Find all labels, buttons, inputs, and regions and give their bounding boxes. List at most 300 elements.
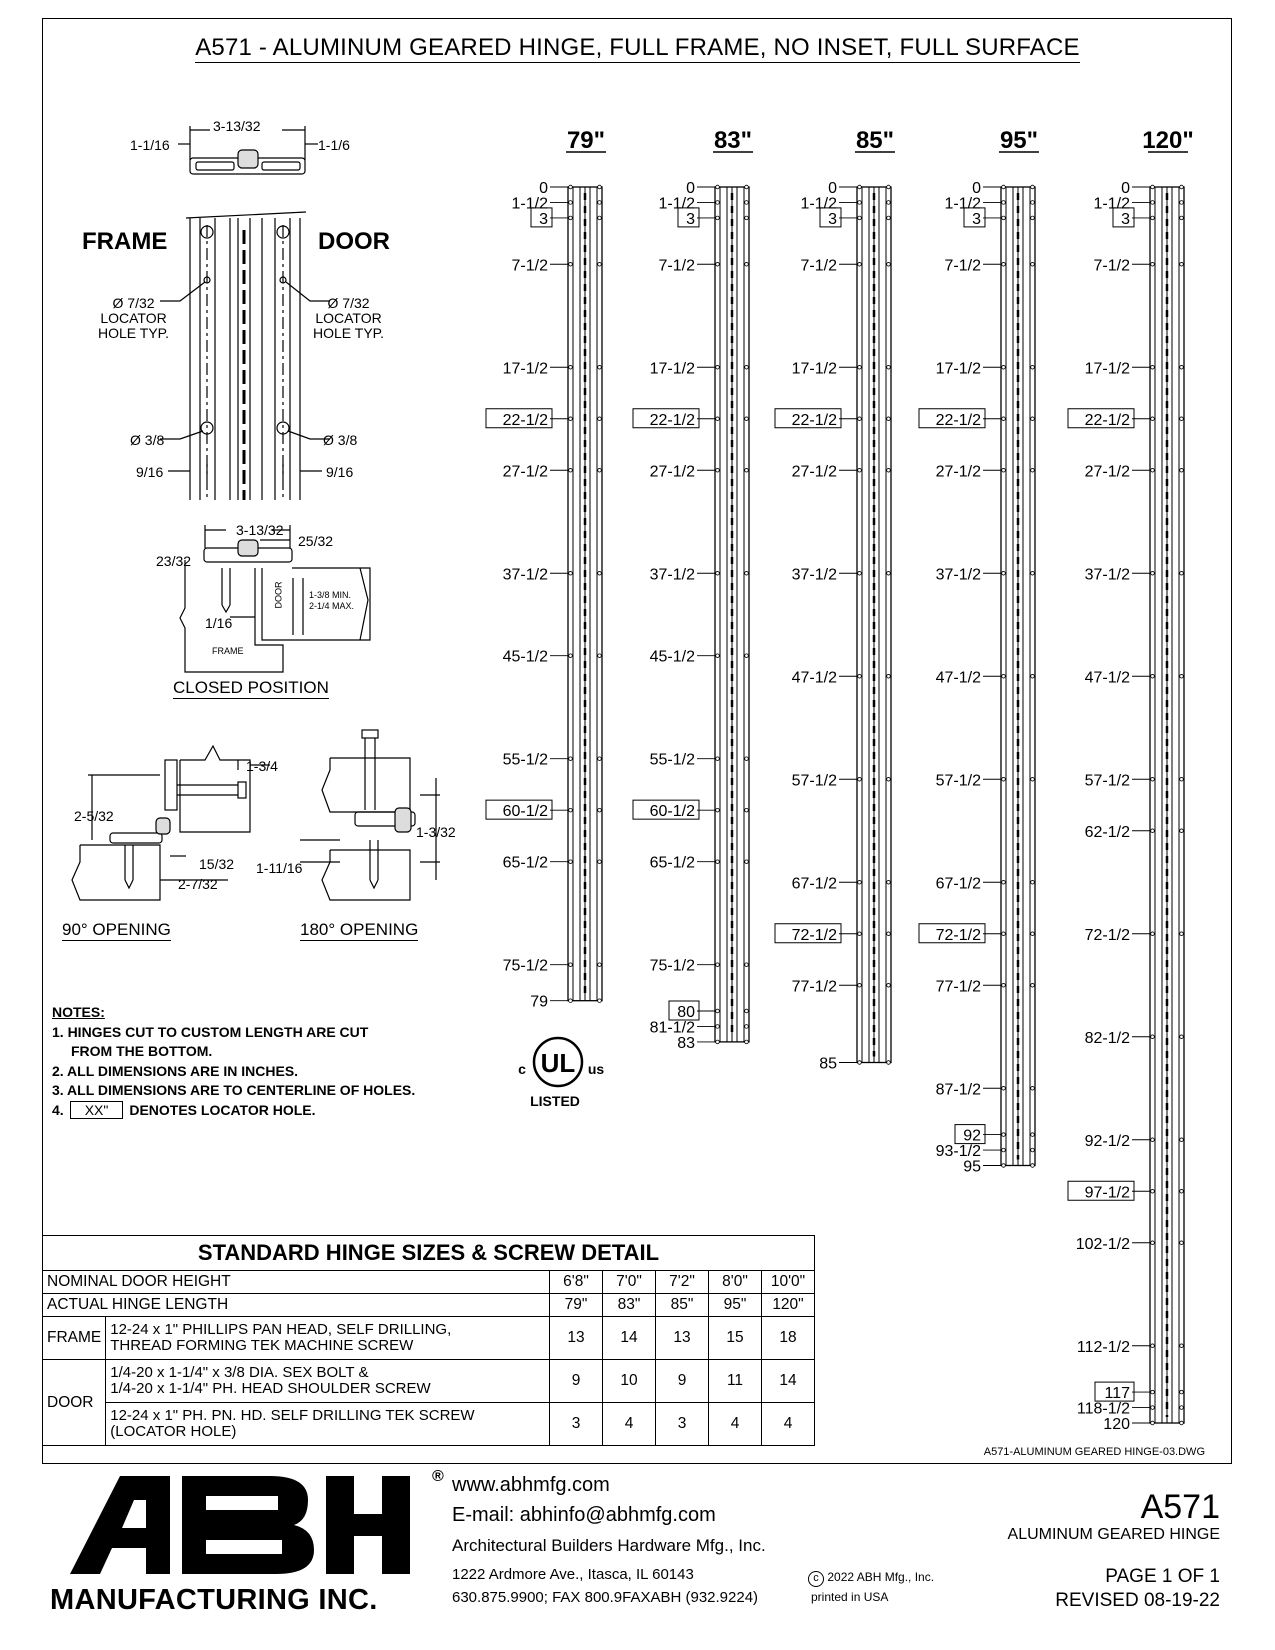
hinge-hole <box>1002 983 1006 987</box>
hinge-hole <box>858 417 862 421</box>
company-name: Architectural Builders Hardware Mfg., Inc. <box>452 1536 766 1555</box>
hinge-hole <box>745 365 749 369</box>
hinge-hole <box>1002 201 1006 205</box>
hinge-hole <box>1002 216 1006 220</box>
ul-c-text: c <box>518 1061 526 1077</box>
hinge-hole <box>716 860 720 864</box>
table-cell: 10'0" <box>762 1271 815 1294</box>
hinge-hole <box>1002 1086 1006 1090</box>
hinge-hole <box>1151 216 1155 220</box>
printed-in: printed in USA <box>811 1590 889 1604</box>
hole-dimension-label: 7-1/2 <box>944 257 981 275</box>
hinge-hole <box>745 757 749 761</box>
hole-dimension-label: 7-1/2 <box>1093 257 1130 275</box>
door-tek-desc: 12-24 x 1" PH. PN. HD. SELF DRILLING TEK SCREW (LOCATOR HOLE) <box>106 1403 550 1446</box>
hinge-hole <box>1180 417 1184 421</box>
hinge-hole <box>858 216 862 220</box>
hinge-hole <box>858 201 862 205</box>
offset-left-dim: 9/16 <box>136 464 164 480</box>
hinge-hole <box>887 1061 891 1065</box>
closed-position-caption: CLOSED POSITION <box>173 678 329 697</box>
hinge-hole <box>1180 262 1184 266</box>
hinge-hole <box>887 365 891 369</box>
website-link[interactable]: www.abhmfg.com <box>452 1474 610 1496</box>
hole-dimension-label: 55-1/2 <box>502 751 548 769</box>
hinge-hole <box>1151 201 1155 205</box>
hinge-hole <box>716 185 720 189</box>
hinge-hole <box>569 757 573 761</box>
hinge-hole <box>1151 262 1155 266</box>
page-number: PAGE 1 OF 1 <box>1105 1566 1220 1587</box>
hole-dimension-label: 93-1/2 <box>935 1143 981 1161</box>
hinge-hole <box>1180 365 1184 369</box>
hinge-hole <box>716 1040 720 1044</box>
table-cell: 4 <box>709 1403 762 1446</box>
hole-dimension-label: 97-1/2 <box>1084 1184 1130 1202</box>
frame-screw-desc: 12-24 x 1" PHILLIPS PAN HEAD, SELF DRILLING, THREAD FORMING TEK MACHINE SCREW <box>106 1317 550 1360</box>
open90-dim-3: 15/32 <box>199 856 235 872</box>
hinge-hole <box>598 417 602 421</box>
hinge-hole <box>1002 417 1006 421</box>
open90-dim-1: 1-3/4 <box>246 758 278 774</box>
hole-dimension-label: 7-1/2 <box>800 257 837 275</box>
note-1a: 1. HINGES CUT TO CUSTOM LENGTH ARE CUT <box>52 1023 369 1040</box>
locator-hole-right-note: Ø 7/32 LOCATOR HOLE TYP. <box>313 295 385 341</box>
hinge-hole <box>1151 365 1155 369</box>
closed-width-dim: 3-13/32 <box>236 522 284 538</box>
hole-dimension-label: 0 <box>686 180 695 197</box>
hinge-hole <box>1031 417 1035 421</box>
hole-dimension-label: 92 <box>963 1127 981 1145</box>
hinge-hole <box>1180 777 1184 781</box>
hinge-hole <box>887 216 891 220</box>
table-cell: 79" <box>550 1294 603 1317</box>
hinge-hole <box>745 185 749 189</box>
hinge-hole <box>1151 932 1155 936</box>
hole-dimension-label: 65-1/2 <box>649 854 695 872</box>
hinge-hole <box>858 880 862 884</box>
hinge-hole <box>1180 185 1184 189</box>
hinge-hole <box>1180 201 1184 205</box>
hole-dimension-label: 3 <box>828 210 837 228</box>
hinge-hole <box>1151 1035 1155 1039</box>
hinge-hole <box>1180 1344 1184 1348</box>
hole-dimension-label: 1-1/2 <box>658 195 695 213</box>
hinge-hole <box>1002 262 1006 266</box>
hole-dimension-label: 22-1/2 <box>791 411 837 429</box>
hinge-hole <box>569 468 573 472</box>
hole-dimension-label: 22-1/2 <box>502 411 548 429</box>
hinge-hole <box>716 654 720 658</box>
hinge-hole <box>716 808 720 812</box>
ul-mark-text: UL <box>540 1048 576 1078</box>
hinge-hole <box>716 262 720 266</box>
hole-dimension-label: 47-1/2 <box>1084 669 1130 687</box>
note-1b: FROM THE BOTTOM. <box>71 1043 213 1059</box>
hole-dimension-label: 17-1/2 <box>502 360 548 378</box>
company-address: 1222 Ardmore Ave., Itasca, IL 60143 <box>452 1566 694 1583</box>
hinge-hole <box>1151 185 1155 189</box>
table-row <box>43 1294 815 1317</box>
hinge-hole <box>598 185 602 189</box>
hole-dimension-label: 60-1/2 <box>502 803 548 821</box>
hinge-hole <box>598 999 602 1003</box>
open90-dim-4: 2-7/32 <box>178 876 218 892</box>
hinge-hole <box>1151 829 1155 833</box>
hinge-hole <box>887 417 891 421</box>
hinge-hole <box>858 1061 862 1065</box>
opening-90-caption: 90° OPENING <box>62 920 171 939</box>
hole-dimension-label: 0 <box>828 180 837 197</box>
ul-us-text: us <box>587 1061 605 1077</box>
hinge-length-header: 120" <box>1142 127 1194 154</box>
table-cell: 13 <box>656 1317 709 1360</box>
ul-listed-text: LISTED <box>530 1093 580 1109</box>
hinge-hole <box>1002 365 1006 369</box>
offset-right-dim: 9/16 <box>326 464 354 480</box>
notes-title: NOTES: <box>52 1004 105 1020</box>
hole-dimension-label: 0 <box>972 180 981 197</box>
hole-left-dim: Ø 3/8 <box>130 432 165 448</box>
hinge-hole <box>1151 468 1155 472</box>
hinge-hole <box>887 262 891 266</box>
hole-dimension-label: 45-1/2 <box>649 648 695 666</box>
hinge-hole <box>1002 1164 1006 1168</box>
hinge-hole <box>1151 1138 1155 1142</box>
hinge-hole <box>569 201 573 205</box>
hinge-hole <box>569 262 573 266</box>
hinge-hole <box>1180 932 1184 936</box>
hinge-hole <box>1180 1189 1184 1193</box>
hole-dimension-label: 37-1/2 <box>791 566 837 584</box>
drawing-file-name: A571-ALUMINUM GEARED HINGE-03.DWG <box>983 1446 1205 1458</box>
hole-dimension-label: 7-1/2 <box>658 257 695 275</box>
hinge-hole <box>1002 777 1006 781</box>
table-cell: 11 <box>709 1360 762 1403</box>
hinge-hole <box>1002 468 1006 472</box>
hole-dimension-label: 120 <box>1103 1416 1130 1433</box>
table-row <box>43 1317 815 1360</box>
hinge-hole <box>1002 571 1006 575</box>
hole-dimension-label: 17-1/2 <box>935 360 981 378</box>
hole-dimension-label: 27-1/2 <box>502 463 548 481</box>
hole-dimension-label: 62-1/2 <box>1084 823 1130 841</box>
row-label-nominal: NOMINAL DOOR HEIGHT <box>43 1271 550 1294</box>
hole-dimension-label: 47-1/2 <box>791 669 837 687</box>
hole-dimension-label: 17-1/2 <box>1084 360 1130 378</box>
hinge-hole <box>1180 1241 1184 1245</box>
company-tagline: MANUFACTURING INC. <box>50 1584 378 1616</box>
model-description: ALUMINUM GEARED HINGE <box>1007 1526 1220 1543</box>
hinge-hole <box>858 468 862 472</box>
hole-dimension-label: 0 <box>539 180 548 197</box>
note-2: 2. ALL DIMENSIONS ARE IN INCHES. <box>52 1062 299 1079</box>
hole-dimension-label: 117 <box>1104 1385 1130 1403</box>
note-3: 3. ALL DIMENSIONS ARE TO CENTERLINE OF HOLES. <box>52 1082 416 1098</box>
hinge-hole <box>1180 468 1184 472</box>
table-cell: 4 <box>603 1403 656 1446</box>
table-cell: 120" <box>762 1294 815 1317</box>
hinge-hole <box>1180 829 1184 833</box>
email-link[interactable]: E-mail: abhinfo@abhmfg.com <box>452 1504 716 1526</box>
hinge-hole <box>569 185 573 189</box>
hole-dimension-label: 67-1/2 <box>935 875 981 893</box>
hole-dimension-label: 77-1/2 <box>935 978 981 996</box>
hole-dimension-label: 112-1/2 <box>1076 1338 1130 1356</box>
revision-date: REVISED 08-19-22 <box>1055 1590 1220 1611</box>
closed-door-text: DOOR <box>273 581 284 609</box>
screw-detail-table <box>42 1235 815 1446</box>
hinge-length-header: 79" <box>566 127 606 154</box>
hinge-hole <box>716 468 720 472</box>
hinge-hole <box>598 571 602 575</box>
top-width-dim: 3-13/32 <box>213 118 261 134</box>
table-cell: 18 <box>762 1317 815 1360</box>
hole-dimension-label: 65-1/2 <box>502 854 548 872</box>
hole-dimension-label: 3 <box>539 210 548 228</box>
hole-dimension-label: 27-1/2 <box>1084 463 1130 481</box>
closed-right-dim: 25/32 <box>298 533 334 549</box>
hinge-hole <box>887 880 891 884</box>
hinge-hole <box>1031 262 1035 266</box>
open180-dim-2: 1-11/16 <box>256 860 303 876</box>
hole-dimension-label: 75-1/2 <box>649 957 695 975</box>
hole-dimension-label: 72-1/2 <box>935 926 981 944</box>
table-row <box>43 1403 815 1446</box>
hinge-hole <box>598 963 602 967</box>
hinge-hole <box>887 777 891 781</box>
hinge-hole <box>745 468 749 472</box>
hinge-hole <box>716 201 720 205</box>
table-cell: 14 <box>603 1317 656 1360</box>
hole-dimension-label: 1-1/2 <box>944 195 981 213</box>
table-cell: 83" <box>603 1294 656 1317</box>
hinge-hole <box>598 365 602 369</box>
hole-dimension-label: 17-1/2 <box>649 360 695 378</box>
open90-dim-2: 2-5/32 <box>74 808 114 824</box>
hinge-hole <box>1002 880 1006 884</box>
hinge-hole <box>598 860 602 864</box>
hinge-hole <box>1151 1189 1155 1193</box>
hinge-hole <box>1180 1138 1184 1142</box>
table-cell: 7'0" <box>603 1271 656 1294</box>
hinge-hole <box>569 963 573 967</box>
table-cell: 85" <box>656 1294 709 1317</box>
table-cell: 95" <box>709 1294 762 1317</box>
row-label-door: DOOR <box>43 1360 106 1446</box>
hinge-hole <box>598 201 602 205</box>
hole-dimension-label: 79 <box>530 993 548 1011</box>
locator-box-sample: XX" <box>70 1101 124 1119</box>
hinge-hole <box>569 654 573 658</box>
hinge-hole <box>1031 468 1035 472</box>
hole-dimension-label: 57-1/2 <box>1084 772 1130 790</box>
hinge-hole <box>569 571 573 575</box>
hinge-hole <box>716 757 720 761</box>
hinge-hole <box>858 777 862 781</box>
hole-dimension-label: 102-1/2 <box>1075 1235 1130 1253</box>
hinge-hole <box>1031 185 1035 189</box>
hinge-hole <box>598 654 602 658</box>
hole-dimension-label: 57-1/2 <box>935 772 981 790</box>
table-row <box>43 1360 815 1403</box>
row-label-actual: ACTUAL HINGE LENGTH <box>43 1294 550 1317</box>
hinge-hole <box>1151 1390 1155 1394</box>
hole-dimension-label: 45-1/2 <box>502 648 548 666</box>
hole-dimension-label: 1-1/2 <box>511 195 548 213</box>
hinge-hole <box>1031 880 1035 884</box>
closed-gap-dim: 1/16 <box>205 615 233 631</box>
hinge-hole <box>1180 216 1184 220</box>
hinge-hole <box>1002 1148 1006 1152</box>
hinge-hole <box>745 571 749 575</box>
hinge-hole <box>1031 777 1035 781</box>
hinge-hole <box>598 262 602 266</box>
table-cell: 3 <box>550 1403 603 1446</box>
hole-dimension-label: 87-1/2 <box>935 1081 981 1099</box>
hinge-hole <box>887 185 891 189</box>
hinge-hole <box>745 860 749 864</box>
hinge-hole <box>858 932 862 936</box>
hinge-length-header: 83" <box>713 127 753 154</box>
row-label-frame: FRAME <box>43 1317 106 1360</box>
hinge-hole <box>887 932 891 936</box>
hinge-hole <box>858 365 862 369</box>
table-cell: 7'2" <box>656 1271 709 1294</box>
door-label: DOOR <box>318 228 390 255</box>
hinge-hole <box>598 216 602 220</box>
hinge-hole <box>745 963 749 967</box>
hole-dimension-label: 72-1/2 <box>1084 926 1130 944</box>
hinge-hole <box>745 654 749 658</box>
hinge-hole <box>716 1009 720 1013</box>
note-4: 4. XX" DENOTES LOCATOR HOLE. <box>52 1101 316 1118</box>
hinge-hole <box>1151 1406 1155 1410</box>
hinge-hole <box>1151 571 1155 575</box>
hinge-hole <box>598 757 602 761</box>
table-cell: 4 <box>762 1403 815 1446</box>
hinge-hole <box>745 808 749 812</box>
hinge-hole <box>745 216 749 220</box>
hinge-hole <box>1031 983 1035 987</box>
hinge-hole <box>1180 1390 1184 1394</box>
hole-dimension-label: 37-1/2 <box>502 566 548 584</box>
hole-dimension-label: 1-1/2 <box>800 195 837 213</box>
hinge-hole <box>745 417 749 421</box>
table-title: STANDARD HINGE SIZES & SCREW DETAIL <box>43 1236 815 1271</box>
registered-mark: ® <box>432 1468 444 1485</box>
hole-dimension-label: 75-1/2 <box>502 957 548 975</box>
door-thickness-note: 1-3/8 MIN. 2-1/4 MAX. <box>309 590 355 611</box>
hinge-hole <box>887 571 891 575</box>
hole-dimension-label: 82-1/2 <box>1084 1029 1130 1047</box>
hole-dimension-label: 17-1/2 <box>791 360 837 378</box>
hinge-hole <box>1180 674 1184 678</box>
hinge-hole <box>1151 1421 1155 1425</box>
hinge-hole <box>569 999 573 1003</box>
hinge-hole <box>745 201 749 205</box>
hole-dimension-label: 37-1/2 <box>649 566 695 584</box>
hinge-hole <box>1151 777 1155 781</box>
hinge-hole <box>1180 1035 1184 1039</box>
hinge-hole <box>1180 571 1184 575</box>
hole-dimension-label: 95 <box>963 1158 981 1176</box>
hinge-hole <box>1180 1421 1184 1425</box>
table-cell: 9 <box>550 1360 603 1403</box>
hinge-hole <box>1002 674 1006 678</box>
hinge-hole <box>1151 417 1155 421</box>
hinge-hole <box>1031 1148 1035 1152</box>
hinge-length-header: 95" <box>999 127 1039 154</box>
hole-right-dim: Ø 3/8 <box>323 432 358 448</box>
hole-dimension-label: 92-1/2 <box>1084 1132 1130 1150</box>
table-row <box>43 1271 815 1294</box>
hole-dimension-label: 37-1/2 <box>935 566 981 584</box>
hole-dimension-label: 67-1/2 <box>791 875 837 893</box>
hinge-hole <box>716 216 720 220</box>
hole-dimension-label: 22-1/2 <box>1084 411 1130 429</box>
hinge-hole <box>745 1009 749 1013</box>
closed-left-dim: 23/32 <box>156 553 192 569</box>
frame-label: FRAME <box>82 228 168 255</box>
table-cell: 10 <box>603 1360 656 1403</box>
hinge-hole <box>887 983 891 987</box>
copyright-icon: c <box>808 1571 824 1587</box>
hinge-hole <box>1031 1133 1035 1137</box>
hole-dimension-label: 7-1/2 <box>511 257 548 275</box>
hinge-hole <box>887 468 891 472</box>
hinge-hole <box>1031 932 1035 936</box>
hinge-hole <box>569 860 573 864</box>
hinge-hole <box>1031 1164 1035 1168</box>
hinge-hole <box>569 808 573 812</box>
table-cell: 15 <box>709 1317 762 1360</box>
hinge-hole <box>1031 216 1035 220</box>
hole-dimension-label: 57-1/2 <box>791 772 837 790</box>
hinge-hole <box>1151 674 1155 678</box>
hole-dimension-label: 22-1/2 <box>649 411 695 429</box>
hinge-hole <box>1031 571 1035 575</box>
hinge-hole <box>598 468 602 472</box>
locator-hole-left-note: Ø 7/32 LOCATOR HOLE TYP. <box>98 295 170 341</box>
hinge-hole <box>858 262 862 266</box>
hole-dimension-label: 27-1/2 <box>935 463 981 481</box>
hinge-hole <box>858 674 862 678</box>
hole-dimension-label: 72-1/2 <box>791 926 837 944</box>
hinge-hole <box>887 201 891 205</box>
hinge-hole <box>1180 1406 1184 1410</box>
hole-dimension-label: 47-1/2 <box>935 669 981 687</box>
hole-dimension-label: 3 <box>1121 210 1130 228</box>
top-left-dim: 1-1/16 <box>130 137 170 153</box>
table-cell: 8'0" <box>709 1271 762 1294</box>
hole-dimension-label: 27-1/2 <box>649 463 695 481</box>
hinge-hole <box>745 1040 749 1044</box>
hole-dimension-label: 77-1/2 <box>791 978 837 996</box>
hinge-hole <box>569 417 573 421</box>
copyright-line: c 2022 ABH Mfg., Inc. <box>808 1570 934 1587</box>
hinge-hole <box>1002 185 1006 189</box>
hole-dimension-label: 55-1/2 <box>649 751 695 769</box>
hinge-hole <box>745 262 749 266</box>
page-title: A571 - ALUMINUM GEARED HINGE, FULL FRAME, NO INSET, FULL SURFACE <box>195 34 1080 61</box>
hinge-hole <box>598 808 602 812</box>
hinge-hole <box>1151 1344 1155 1348</box>
hinge-hole <box>716 1025 720 1029</box>
closed-frame-text: FRAME <box>212 646 244 656</box>
hole-dimension-label: 0 <box>1121 180 1130 197</box>
company-phone: 630.875.9900; FAX 800.9FAXABH (932.9224) <box>452 1589 759 1606</box>
